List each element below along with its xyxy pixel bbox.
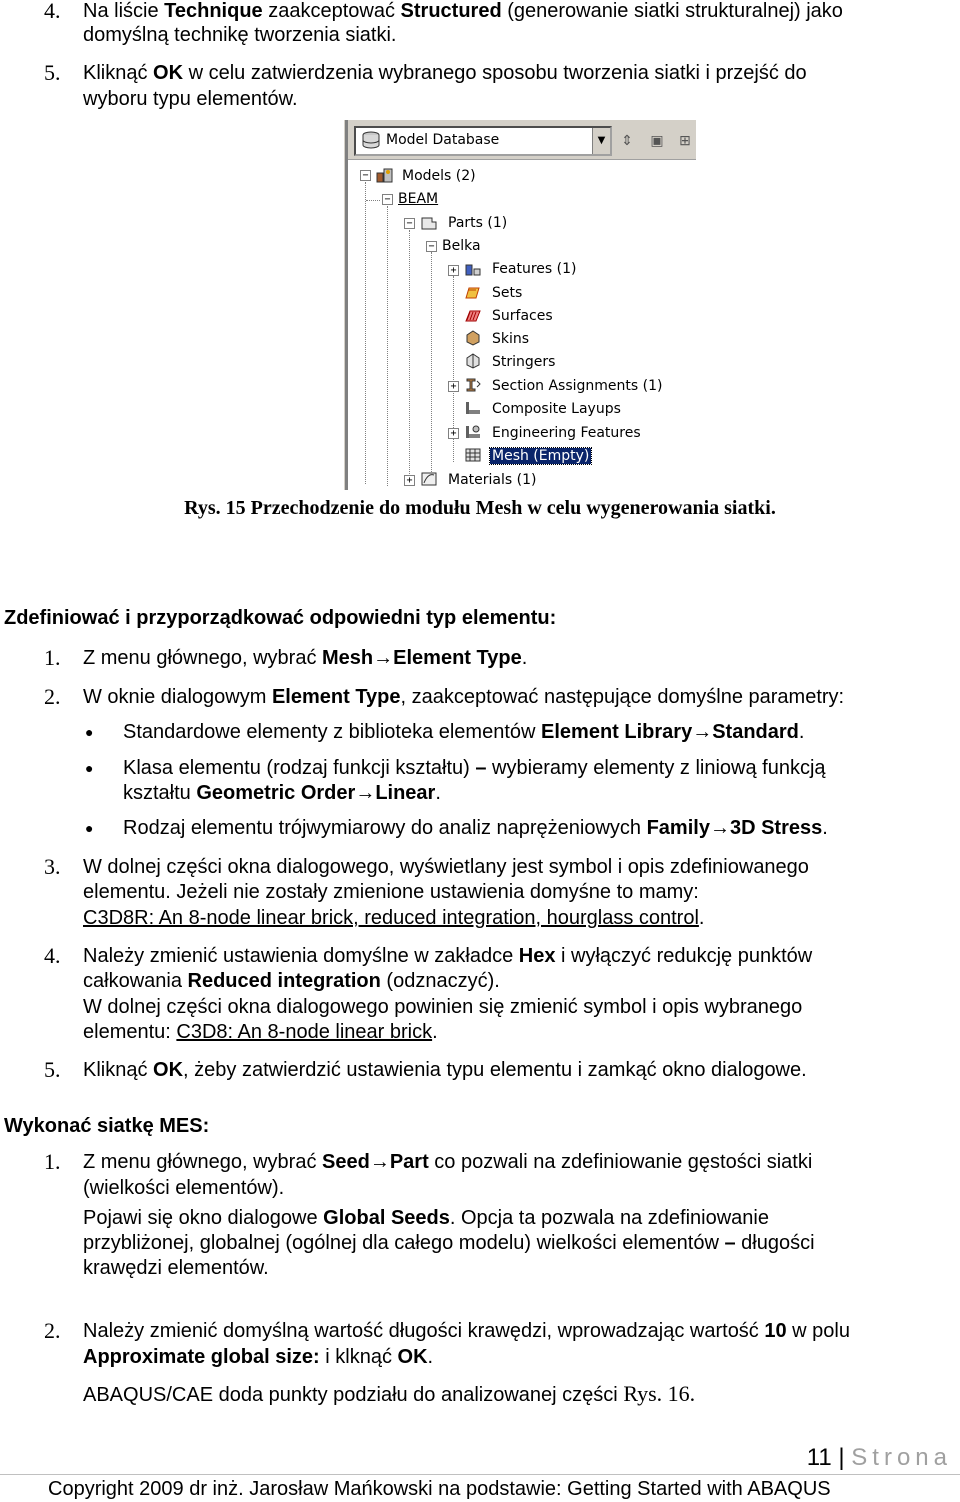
list-item-text: przybliżonej, globalnej (ogólnej dla całego modelu) wielkości elementów – długości — [83, 1232, 815, 1254]
list-item-text: Na liście Technique zaakceptować Structured (generowanie siatki strukturalnej) jako — [83, 0, 843, 22]
expand-toggle[interactable]: + — [448, 381, 459, 392]
list-number: 1. — [44, 645, 61, 670]
list-item-text: Kliknąć OK, żeby zatwierdzić ustawienia typu elementu i zamkąć okno dialogowe. — [83, 1059, 807, 1081]
expand-toggle[interactable]: + — [448, 265, 459, 276]
list-item-text: (wielkości elementów). — [83, 1177, 285, 1199]
bullet-text: Rodzaj elementu trójwymiarowy do analiz naprężeniowych Family→3D Stress. — [123, 817, 828, 839]
list-item-text: Approximate global size: i klknąć OK. — [83, 1346, 434, 1368]
collapse-toggle[interactable]: − — [426, 241, 437, 252]
list-number: 3. — [44, 854, 61, 879]
tree-item-mesh[interactable] — [490, 447, 591, 465]
section-heading: Wykonać siatkę MES: — [4, 1115, 210, 1137]
bullet-icon: ● — [85, 820, 94, 836]
list-item-text: W dolnej części okna dialogowego powinien się zmienić symbol i opis wybranego — [83, 996, 803, 1018]
footer-divider — [0, 1474, 960, 1475]
features-icon — [464, 261, 482, 277]
collapse-toggle[interactable]: − — [382, 194, 393, 205]
filter-icon[interactable]: ⊞ — [679, 132, 691, 148]
parts-icon — [420, 215, 438, 231]
tree-item-beam[interactable]: BEAM — [398, 191, 439, 207]
list-item-text: Kliknąć OK w celu zatwierdzenia wybranego sposobu tworzenia siatki i przejść do — [83, 62, 807, 84]
selected-label: Mesh (Empty) — [492, 448, 590, 464]
folder-tree-icon[interactable]: ▣ — [650, 132, 664, 148]
list-number: 2. — [44, 1318, 61, 1343]
model-database-select[interactable] — [354, 126, 612, 156]
tree-item-section-assignments[interactable]: Section Assignments (1) — [492, 378, 663, 394]
bullet-text: Klasa elementu (rodzaj funkcji kształtu) – wybieramy elementy z liniową funkcją — [123, 757, 826, 779]
tree-item-sets[interactable]: Sets — [492, 285, 523, 301]
tree-item-models[interactable]: Models (2) — [402, 168, 476, 184]
list-item-text: wyboru typu elementów. — [83, 88, 298, 110]
tree-item-skins[interactable]: Skins — [492, 331, 530, 347]
tree-item-engineering-features[interactable]: Engineering Features — [492, 425, 641, 441]
model-tree-figure — [344, 120, 696, 490]
list-item-text: Z menu głównego, wybrać Mesh→Element Type. — [83, 647, 528, 669]
list-item-text: Należy zmienić ustawienia domyślne w zakładce Hex i wyłączyć redukcję punktów — [83, 945, 813, 967]
list-number: 2. — [44, 684, 61, 709]
tree-item-features[interactable]: Features (1) — [492, 261, 577, 277]
tree-item-parts[interactable]: Parts (1) — [448, 215, 508, 231]
model-tree-toolbar — [348, 120, 696, 160]
bullet-icon: ● — [85, 760, 94, 776]
list-item-text: Z menu głównego, wybrać Seed→Part co pozwali na zdefiniowanie gęstości siatki — [83, 1151, 813, 1173]
list-item-text: domyślną technikę tworzenia siatki. — [83, 24, 397, 46]
tree-item-surfaces[interactable]: Surfaces — [492, 308, 553, 324]
list-number: 5. — [44, 1057, 61, 1082]
models-icon — [376, 167, 394, 183]
footer-copyright: Copyright 2009 dr inż. Jarosław Mańkowski na podstawie: Getting Started with ABAQUS — [48, 1478, 831, 1500]
bullet-text: Standardowe elementy z biblioteka elementów Element Library→Standard. — [123, 721, 805, 743]
section-assignments-icon — [464, 377, 482, 393]
section-heading: Zdefiniować i przyporządkować odpowiedni typ elementu: — [4, 607, 557, 629]
list-item-text: całkowania Reduced integration (odznaczyć). — [83, 970, 500, 992]
tree-item-composite-layups[interactable]: Composite Layups — [492, 401, 621, 417]
list-item-text: elementu. Jeżeli nie zostały zmienione ustawienia domyśne to mamy: — [83, 881, 699, 903]
list-item-text: ABAQUS/CAE doda punkty podziału do analizowanej części Rys. 16. — [83, 1381, 696, 1406]
list-number: 4. — [44, 0, 61, 23]
materials-icon — [420, 471, 438, 487]
expand-toggle[interactable]: + — [404, 475, 415, 486]
mesh-icon — [464, 447, 482, 463]
tree-item-materials[interactable]: Materials (1) — [448, 472, 537, 488]
combo-label: Model Database — [386, 132, 500, 148]
list-item-text: elementu: C3D8: An 8-node linear brick. — [83, 1021, 438, 1043]
engineering-features-icon — [464, 424, 482, 440]
expand-toggle[interactable]: + — [448, 428, 459, 439]
list-number: 4. — [44, 943, 61, 968]
page-number: 11 | Strona — [806, 1444, 952, 1471]
skins-icon — [464, 330, 482, 346]
list-item-text: C3D8R: An 8-node linear brick, reduced integration, hourglass control. — [83, 907, 705, 929]
list-item-text: krawędzi elementów. — [83, 1257, 269, 1279]
composite-layups-icon — [464, 400, 482, 416]
arrow-up-down-icon[interactable]: ⇕ — [621, 132, 633, 148]
chevron-down-icon[interactable]: ▼ — [592, 128, 610, 154]
sets-icon — [464, 284, 482, 300]
list-item-text: W oknie dialogowym Element Type, zaakceptować następujące domyślne parametry: — [83, 686, 845, 708]
collapse-toggle[interactable]: − — [404, 218, 415, 229]
surfaces-icon — [464, 307, 482, 323]
bullet-text: kształtu Geometric Order→Linear. — [123, 782, 441, 804]
database-icon — [361, 131, 381, 149]
collapse-toggle[interactable]: − — [360, 170, 371, 181]
list-number: 5. — [44, 60, 61, 85]
list-item-text: W dolnej części okna dialogowego, wyświetlany jest symbol i opis zdefiniowanego — [83, 856, 809, 878]
model-tree — [348, 160, 696, 490]
tree-item-belka[interactable]: Belka — [442, 238, 481, 254]
figure-caption: Rys. 15 Przechodzenie do modułu Mesh w celu wygenerowania siatki. — [184, 497, 776, 519]
list-number: 1. — [44, 1149, 61, 1174]
bullet-icon: ● — [85, 724, 94, 740]
stringers-icon — [464, 353, 482, 369]
list-item-text: Należy zmienić domyślną wartość długości krawędzi, wprowadzając wartość 10 w polu — [83, 1320, 850, 1342]
list-item-text: Pojawi się okno dialogowe Global Seeds. Opcja ta pozwala na zdefiniowanie — [83, 1207, 769, 1229]
tree-item-stringers[interactable]: Stringers — [492, 354, 556, 370]
